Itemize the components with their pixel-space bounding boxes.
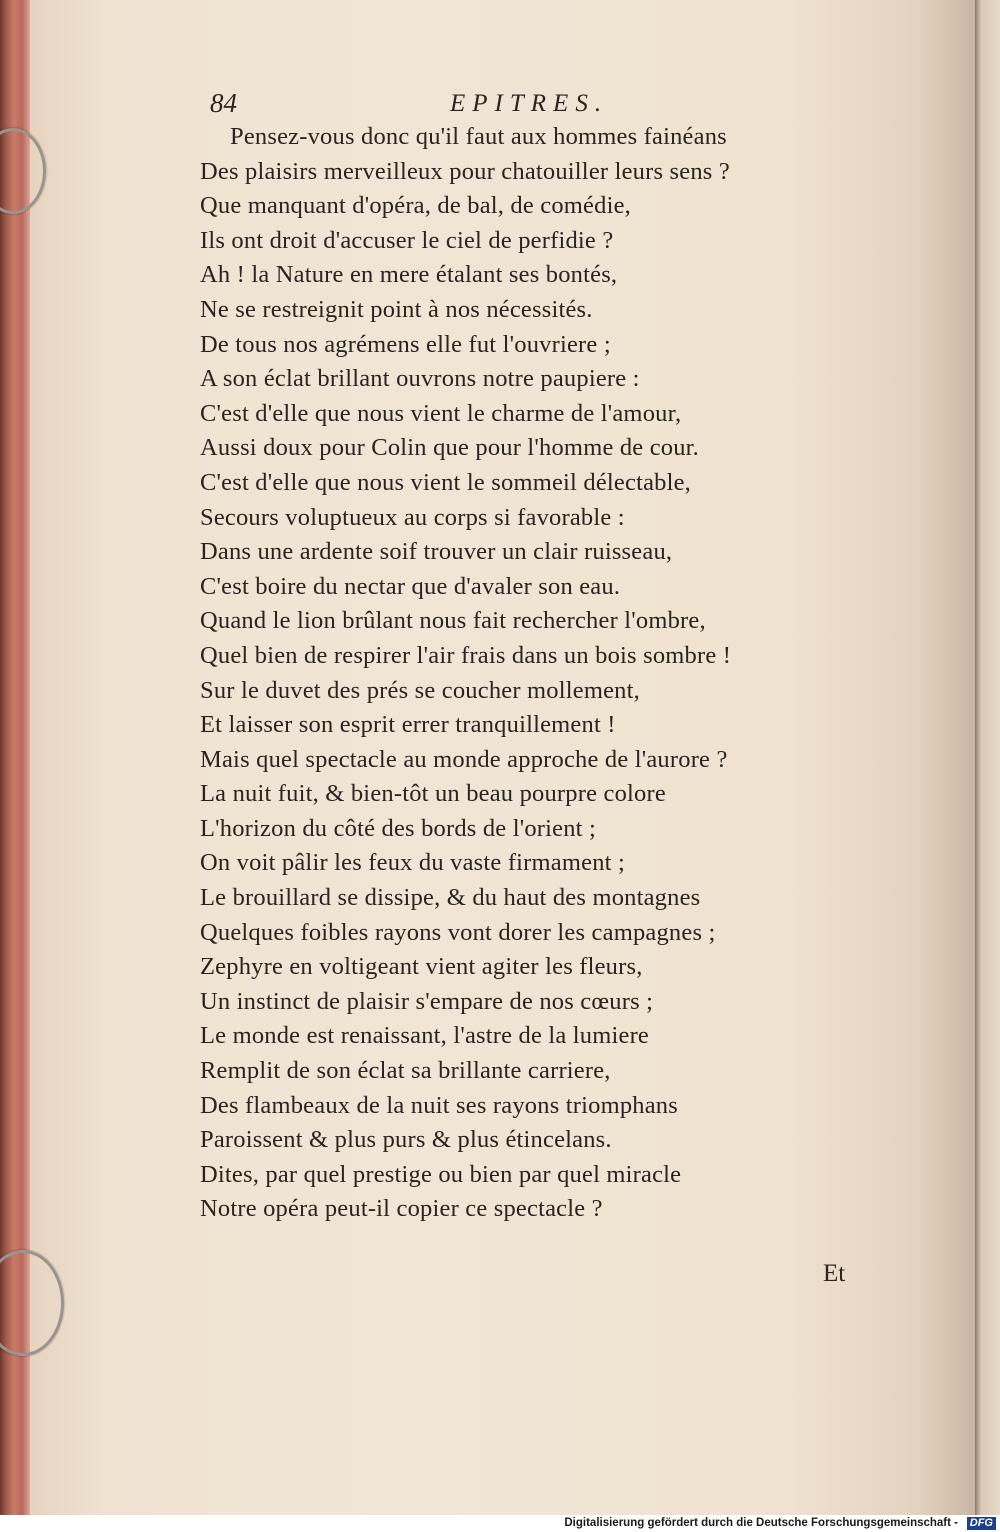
poem-line: Que manquant d'opéra, de bal, de comédie,	[200, 192, 631, 220]
poem-line: C'est boire du nectar que d'avaler son eau.	[200, 572, 621, 600]
poem-line: Le brouillard se dissipe, & du haut des montagnes	[200, 884, 701, 912]
page-number: 84	[210, 88, 237, 118]
poem-line: Quel bien de respirer l'air frais dans un bois sombre !	[200, 641, 732, 669]
poem-line: Quelques foibles rayons vont dorer les campagnes ;	[200, 918, 716, 946]
poem-line: Secours voluptueux au corps si favorable :	[200, 503, 625, 531]
poem-line: A son éclat brillant ouvrons notre paupiere :	[200, 365, 640, 393]
poem-line: Des plaisirs merveilleux pour chatouiller leurs sens ?	[200, 157, 730, 185]
poem-line: Pensez-vous donc qu'il faut aux hommes fainéans	[230, 123, 727, 150]
poem-line: Aussi doux pour Colin que pour l'homme de cour.	[200, 434, 700, 462]
poem-line: Et laisser son esprit errer tranquillement !	[200, 711, 616, 739]
adjoining-page	[975, 0, 1000, 1515]
poem-line: Dans une ardente soif trouver un clair ruisseau,	[200, 538, 673, 566]
digitization-credit: Digitalisierung gefördert durch die Deutsche Forschungsgemeinschaft -	[564, 1517, 958, 1529]
catchword: Et	[823, 1260, 846, 1287]
poem-line: C'est d'elle que nous vient le sommeil délectable,	[200, 468, 692, 496]
poem-line: Paroissent & plus purs & plus étincelans.	[200, 1126, 612, 1154]
poem-line: Ah ! la Nature en mere étalant ses bontés,	[200, 261, 618, 289]
poem-line: Ils ont droit d'accuser le ciel de perfidie ?	[200, 226, 614, 254]
running-title: EPITRES.	[450, 90, 609, 117]
poem-line: C'est d'elle que nous vient le charme de l'amour,	[200, 399, 682, 427]
dfg-logo: DFG	[967, 1517, 996, 1530]
poem-line: On voit pâlir les feux du vaste firmament ;	[200, 849, 625, 877]
page-header	[200, 86, 840, 120]
poem-line: Notre opéra peut-il copier ce spectacle ?	[200, 1195, 603, 1223]
poem-line: Des flambeaux de la nuit ses rayons triomphans	[200, 1091, 678, 1119]
poem-line: La nuit fuit, & bien-tôt un beau pourpre colore	[200, 780, 666, 808]
poem-line: Mais quel spectacle au monde approche de l'aurore ?	[200, 745, 728, 773]
poem-line: Quand le lion brûlant nous fait rechercher l'ombre,	[200, 607, 706, 635]
poem-line: Le monde est renaissant, l'astre de la lumiere	[200, 1022, 650, 1050]
poem-line: De tous nos agrémens elle fut l'ouvriere ;	[200, 330, 611, 358]
poem-line: Un instinct de plaisir s'empare de nos cœurs ;	[200, 987, 654, 1015]
poem-line: Remplit de son éclat sa brillante carriere,	[200, 1057, 611, 1085]
poem-line: Dites, par quel prestige ou bien par quel miracle	[200, 1160, 682, 1188]
poem-line: Sur le duvet des prés se coucher mollement,	[200, 676, 640, 704]
poem-line: L'horizon du côté des bords de l'orient ;	[200, 814, 597, 842]
poem-line: Ne se restreignit point à nos nécessités.	[200, 295, 593, 323]
poem-text	[200, 120, 840, 1227]
poem-line: Zephyre en voltigeant vient agiter les fleurs,	[200, 953, 643, 981]
